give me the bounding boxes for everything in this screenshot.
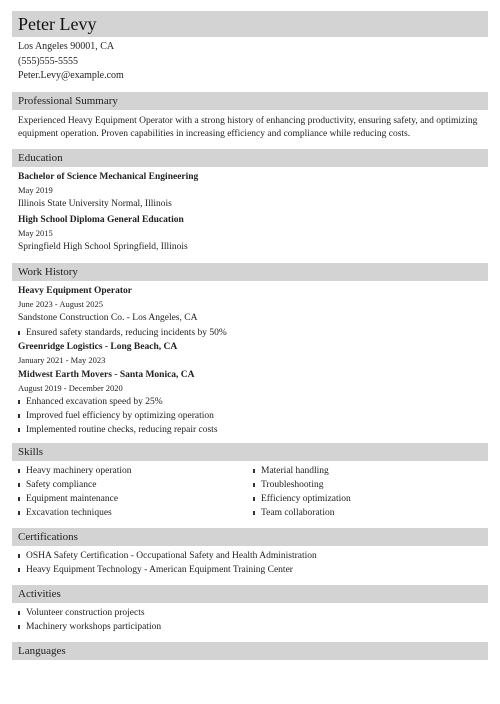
company: Sandstone Construction Co. - Los Angeles, CA — [18, 312, 198, 323]
job-title: Greenridge Logistics - Long Beach, CA — [18, 341, 178, 352]
section-header-education — [12, 149, 488, 167]
section-title: Work History — [18, 265, 78, 278]
certification-list — [12, 549, 488, 577]
education-entry — [12, 171, 488, 212]
list-item: Ensured safety standards, reducing incidents by 50% — [18, 326, 488, 340]
work-entry — [12, 285, 488, 326]
list-item: Team collaboration — [253, 506, 488, 520]
section-header-summary — [12, 92, 488, 110]
work-bullets — [12, 326, 488, 340]
section-header-skills — [12, 443, 488, 461]
skills-columns — [12, 464, 488, 520]
section-title: Languages — [18, 644, 66, 657]
address: Los Angeles 90001, CA — [18, 41, 115, 52]
date: August 2019 - December 2020 — [18, 382, 123, 393]
list-item: Safety compliance — [18, 478, 253, 492]
work-bullets — [12, 395, 488, 437]
section-title: Education — [18, 151, 63, 164]
email: Peter.Levy@example.com — [18, 70, 124, 81]
section-header-certifications — [12, 528, 488, 546]
list-item: Enhanced excavation speed by 25% — [18, 395, 488, 409]
date: May 2019 — [18, 184, 53, 195]
list-item: Material handling — [253, 464, 488, 478]
school: Springfield High School Springfield, Illinois — [18, 241, 188, 252]
job-title: Midwest Earth Movers - Santa Monica, CA — [18, 369, 195, 380]
list-item: OSHA Safety Certification - Occupational Safety and Health Administration — [18, 549, 488, 563]
work-entry — [12, 341, 488, 367]
section-title: Activities — [18, 587, 61, 600]
skills-right — [253, 464, 488, 520]
degree: High School Diploma General Education — [18, 214, 184, 225]
section-title: Professional Summary — [18, 94, 118, 107]
section-title: Skills — [18, 445, 44, 458]
list-item: Heavy machinery operation — [18, 464, 253, 478]
school: Illinois State University Normal, Illinois — [18, 198, 172, 209]
activity-list — [12, 606, 488, 634]
list-item: Efficiency optimization — [253, 492, 488, 506]
section-header-activities — [12, 585, 488, 603]
candidate-name: Peter Levy — [18, 13, 97, 34]
date: May 2015 — [18, 227, 53, 238]
job-title: Heavy Equipment Operator — [18, 285, 132, 296]
resume-page — [12, 11, 488, 660]
summary-text: Experienced Heavy Equipment Operator with a strong history of enhancing productivity, ensuring safety, and optimizing equipment operation. Proven capabilities in increasing efficiency and compliance while reducing costs. — [18, 115, 478, 139]
work-entry — [12, 369, 488, 395]
section-title: Certifications — [18, 530, 78, 543]
section-header-work-history — [12, 263, 488, 281]
degree: Bachelor of Science Mechanical Engineering — [18, 171, 199, 182]
list-item: Heavy Equipment Technology - American Equipment Training Center — [18, 563, 488, 577]
section-header-languages — [12, 642, 488, 660]
list-item: Excavation techniques — [18, 506, 253, 520]
page-cutoff — [0, 678, 500, 704]
list-item: Volunteer construction projects — [18, 606, 488, 620]
list-item: Implemented routine checks, reducing repair costs — [18, 423, 488, 437]
phone: (555)555-5555 — [18, 55, 78, 67]
list-item: Machinery workshops participation — [18, 620, 488, 634]
list-item: Troubleshooting — [253, 478, 488, 492]
skills-left — [18, 464, 253, 520]
name-header — [12, 11, 488, 37]
date: January 2021 - May 2023 — [18, 354, 106, 365]
contact-block — [12, 40, 488, 84]
list-item: Equipment maintenance — [18, 492, 253, 506]
education-entry — [12, 214, 488, 255]
list-item: Improved fuel efficiency by optimizing operation — [18, 409, 488, 423]
date: June 2023 - August 2025 — [18, 298, 103, 309]
